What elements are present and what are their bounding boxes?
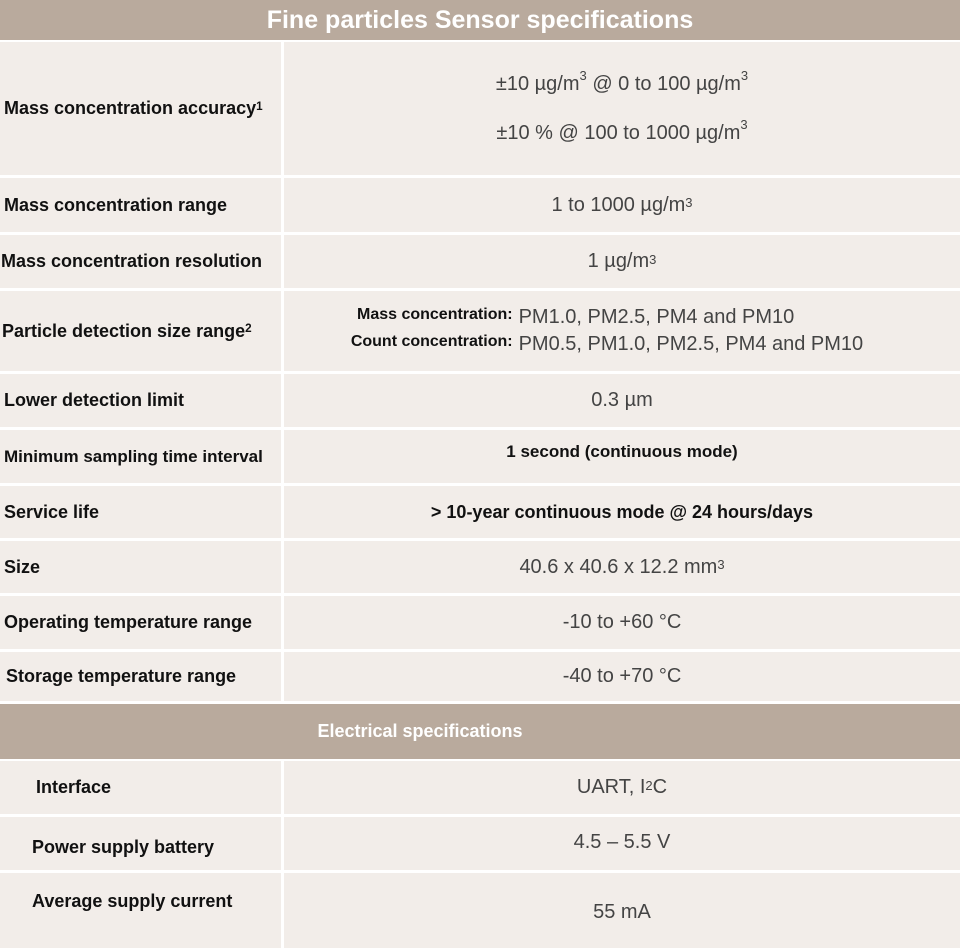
row-value: -40 to +70 °C xyxy=(284,652,960,704)
table-row xyxy=(0,374,960,430)
row-label: Mass concentration range xyxy=(0,178,284,235)
row-label: Power supply battery xyxy=(0,817,284,873)
table-row xyxy=(0,42,960,178)
row-label: Interface xyxy=(0,761,284,817)
row-label: Mass concentration accuracy $^1$ xyxy=(0,42,284,178)
table-row xyxy=(0,652,960,704)
count-concentration-label: Count concentration: xyxy=(350,333,513,350)
row-label: Average supply current xyxy=(0,873,284,951)
row-label: Minimum sampling time interval xyxy=(0,430,284,486)
row-value: 1 second (continuous mode) xyxy=(284,430,960,486)
table-row xyxy=(0,541,960,596)
row-value: 55 mA xyxy=(284,873,960,951)
row-value: -10 to +60 °C xyxy=(284,596,960,652)
row-value: > 10-year continuous mode @ 24 hours/days xyxy=(284,486,960,541)
table-row xyxy=(0,235,960,291)
table-title: Fine particles Sensor specifications xyxy=(0,0,960,42)
row-value: ±10 $\mu g/m^3$ @ 0 to 100 $\mu g/m^3$ ±10 % @ 100 to 1000 $\mu g/m^3$ xyxy=(284,42,960,178)
table-row xyxy=(0,596,960,652)
row-label: Service life xyxy=(0,486,284,541)
table-row xyxy=(0,486,960,541)
row-label: Operating temperature range xyxy=(0,596,284,652)
mass-concentration-value: PM1.0, PM2.5, PM4 and PM10 xyxy=(518,306,795,328)
row-value: 1 to 1000 µg/m $^3$ xyxy=(284,178,960,235)
row-label: Lower detection limit xyxy=(0,374,284,430)
row-label: Particle detection size range $^2$ xyxy=(0,291,284,374)
table-row xyxy=(0,291,960,374)
row-label: Mass concentration resolution xyxy=(0,235,284,291)
table-row xyxy=(0,761,960,817)
count-concentration-value: PM0.5, PM1.0, PM2.5, PM4 and PM10 xyxy=(518,333,864,355)
row-label: Storage temperature range xyxy=(0,652,284,704)
row-value: 40.6 x 40.6 x 12.2 mm $^3$ xyxy=(284,541,960,596)
row-value: 4.5 – 5.5 V xyxy=(284,817,960,873)
table-row xyxy=(0,873,960,951)
table-row xyxy=(0,817,960,873)
row-label: Size xyxy=(0,541,284,596)
row-value xyxy=(284,291,960,374)
row-value: 0.3 µm xyxy=(284,374,960,430)
row-value: UART, I $^2$ C xyxy=(284,761,960,817)
table-row xyxy=(0,430,960,486)
table-row xyxy=(0,178,960,235)
row-value: 1 µg/m $^3$ xyxy=(284,235,960,291)
electrical-section-title: Electrical specifications xyxy=(0,704,960,761)
mass-concentration-label: Mass concentration: xyxy=(356,306,513,323)
